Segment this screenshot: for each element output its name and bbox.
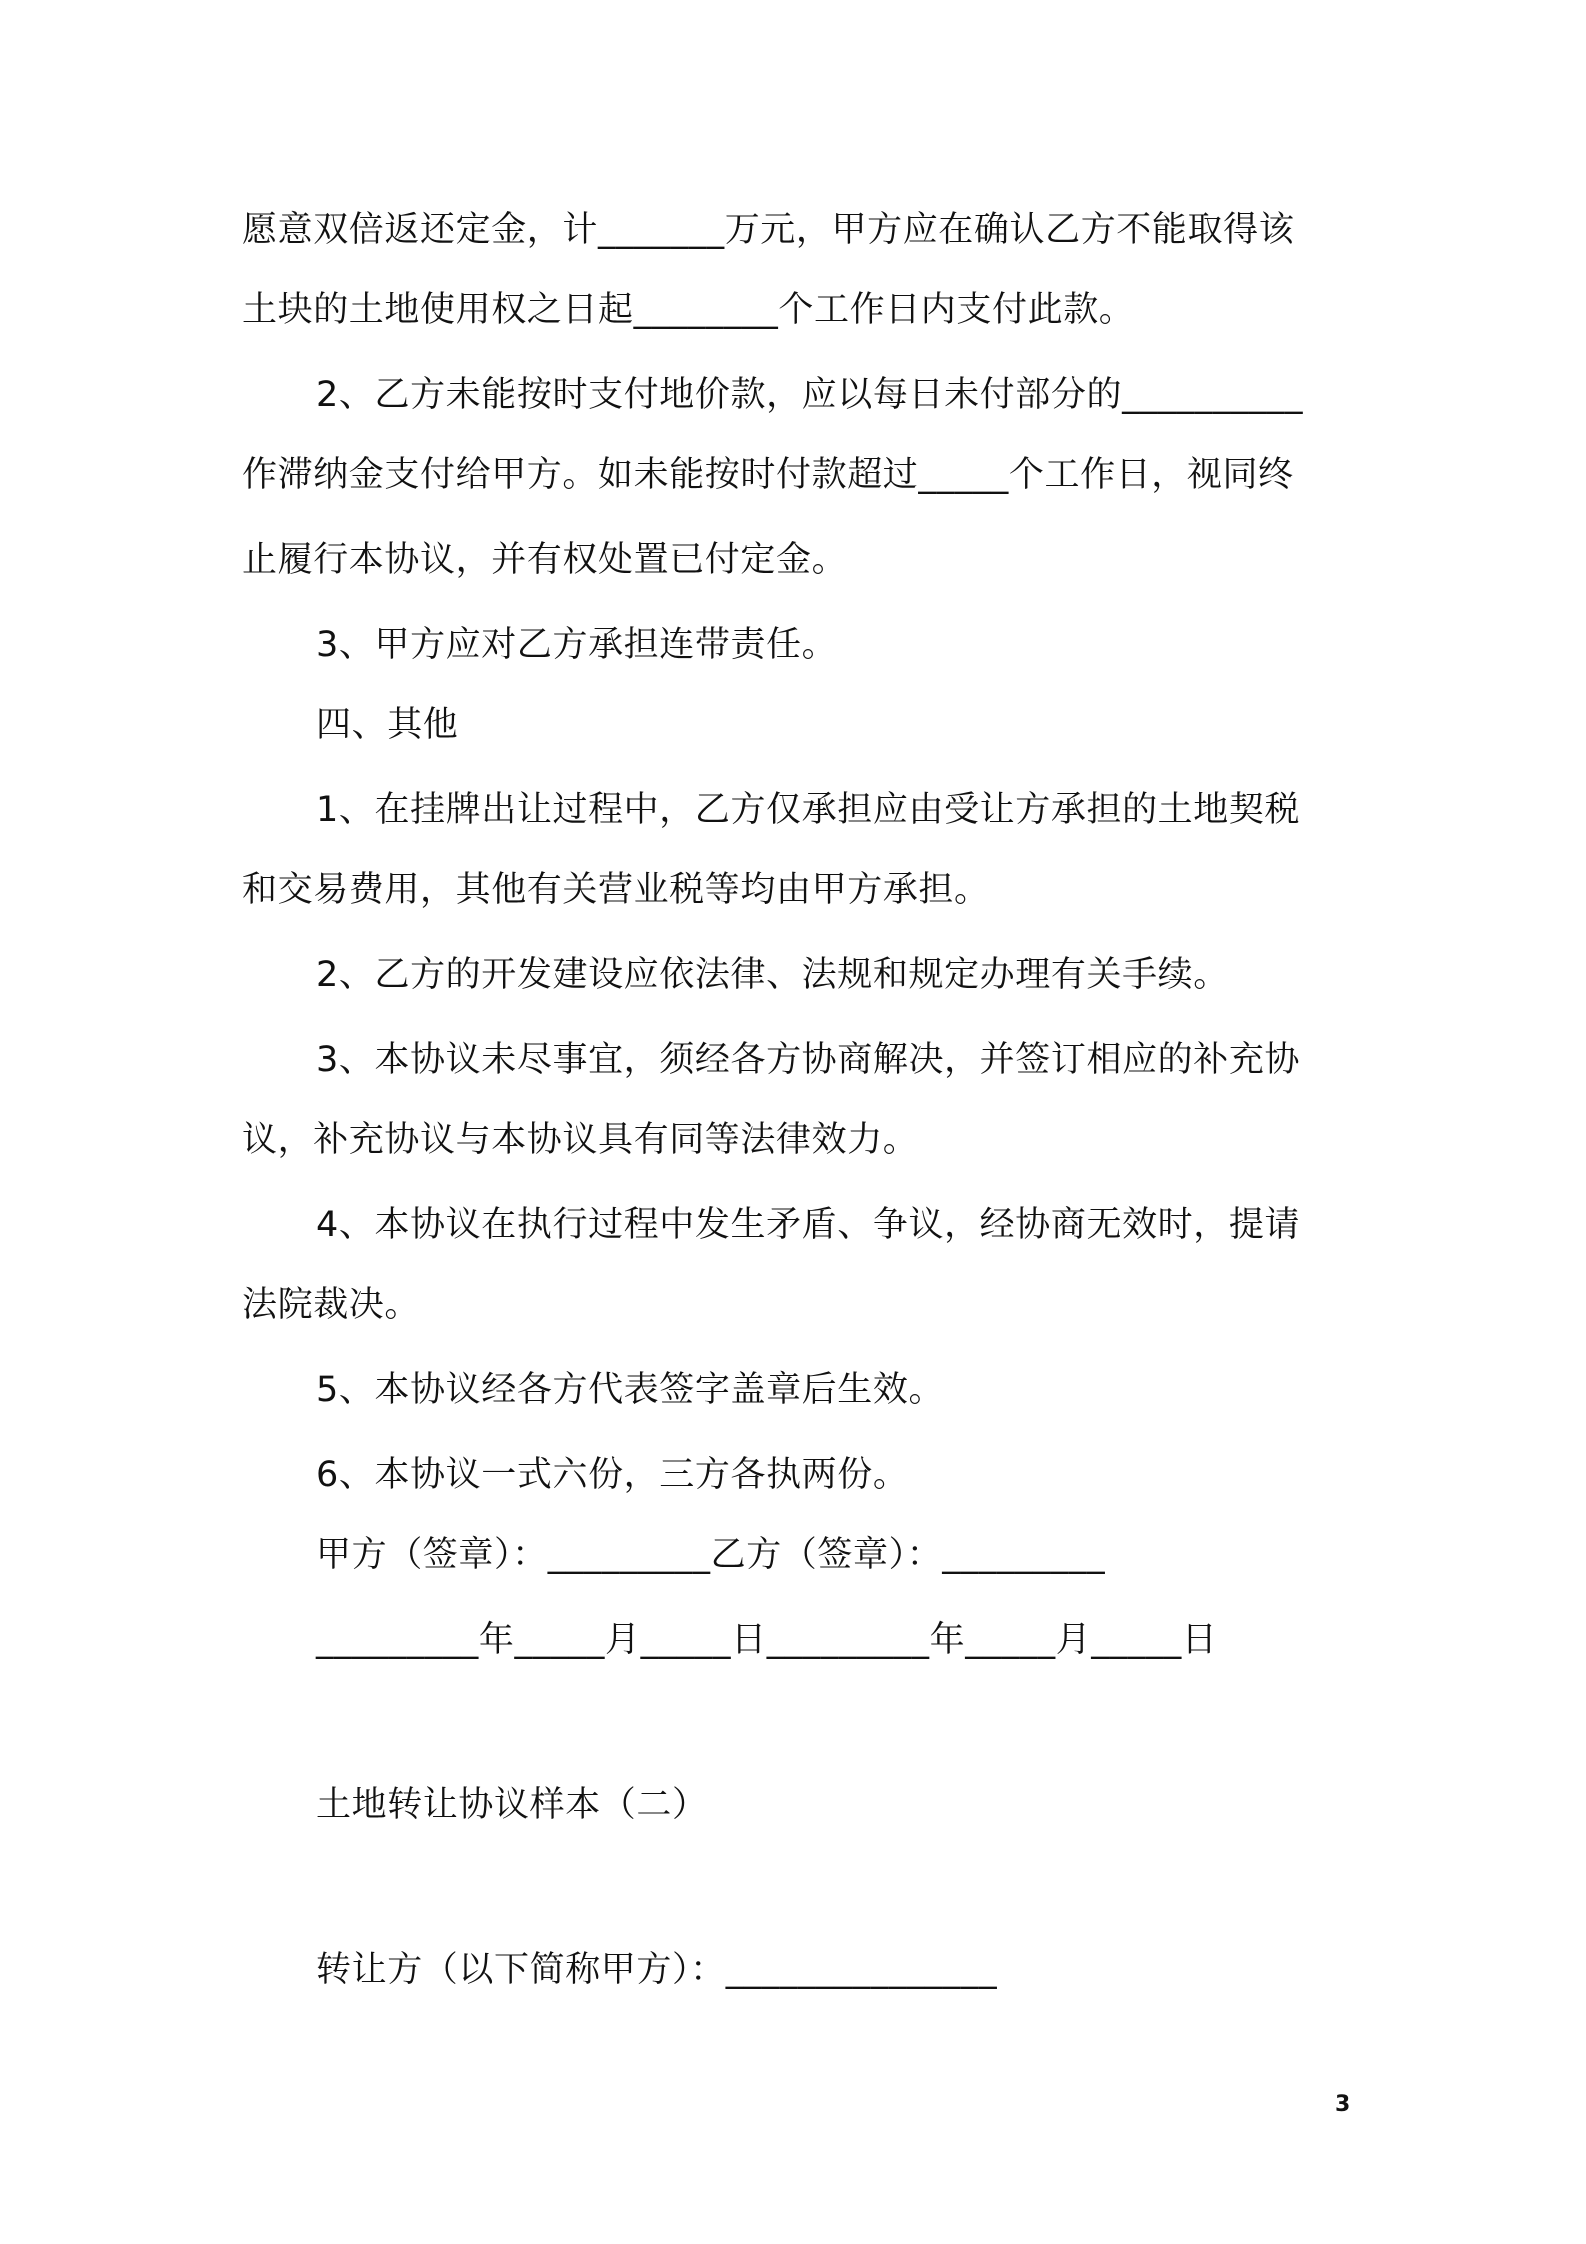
- text-line: 转让方（以下简称甲方）：_______________: [316, 1950, 998, 1990]
- page-number: 3: [1335, 2092, 1351, 2117]
- text-line: 3、甲方应对乙方承担连带责任。: [316, 625, 838, 665]
- text-line: 议，补充协议与本协议具有同等法律效力。: [242, 1120, 919, 1160]
- text-line: 2、乙方未能按时支付地价款，应以每日未付部分的__________: [316, 375, 1304, 415]
- text-line: 2、乙方的开发建设应依法律、法规和规定办理有关手续。: [316, 955, 1229, 995]
- text-line: 土块的土地使用权之日起________个工作日内支付此款。: [242, 290, 1135, 330]
- text-line: 6、本协议一式六份，三方各执两份。: [316, 1455, 909, 1495]
- text-line: 法院裁决。: [242, 1285, 421, 1325]
- text-line: 和交易费用，其他有关营业税等均由甲方承担。: [242, 870, 990, 910]
- text-line: 1、在挂牌出让过程中，乙方仅承担应由受让方承担的土地契税: [316, 790, 1301, 830]
- text-line: 止履行本协议，并有权处置已付定金。: [242, 540, 848, 580]
- signature-line: 甲方（签章）：_________乙方（签章）：_________: [316, 1535, 1106, 1575]
- text-line: 4、本协议在执行过程中发生矛盾、争议，经协商无效时，提请: [316, 1205, 1301, 1245]
- text-line: 愿意双倍返还定金，计_______万元，甲方应在确认乙方不能取得该: [242, 210, 1295, 250]
- document-title: 土地转让协议样本（二）: [316, 1785, 708, 1825]
- date-line: _________年_____月_____日_________年_____月_____日: [316, 1620, 1218, 1660]
- text-line: 5、本协议经各方代表签字盖章后生效。: [316, 1370, 945, 1410]
- text-line: 3、本协议未尽事宜，须经各方协商解决，并签订相应的补充协: [316, 1040, 1301, 1080]
- text-line: 作滞纳金支付给甲方。如未能按时付款超过_____个工作日，视同终: [242, 455, 1294, 495]
- section-heading: 四、其他: [316, 705, 459, 745]
